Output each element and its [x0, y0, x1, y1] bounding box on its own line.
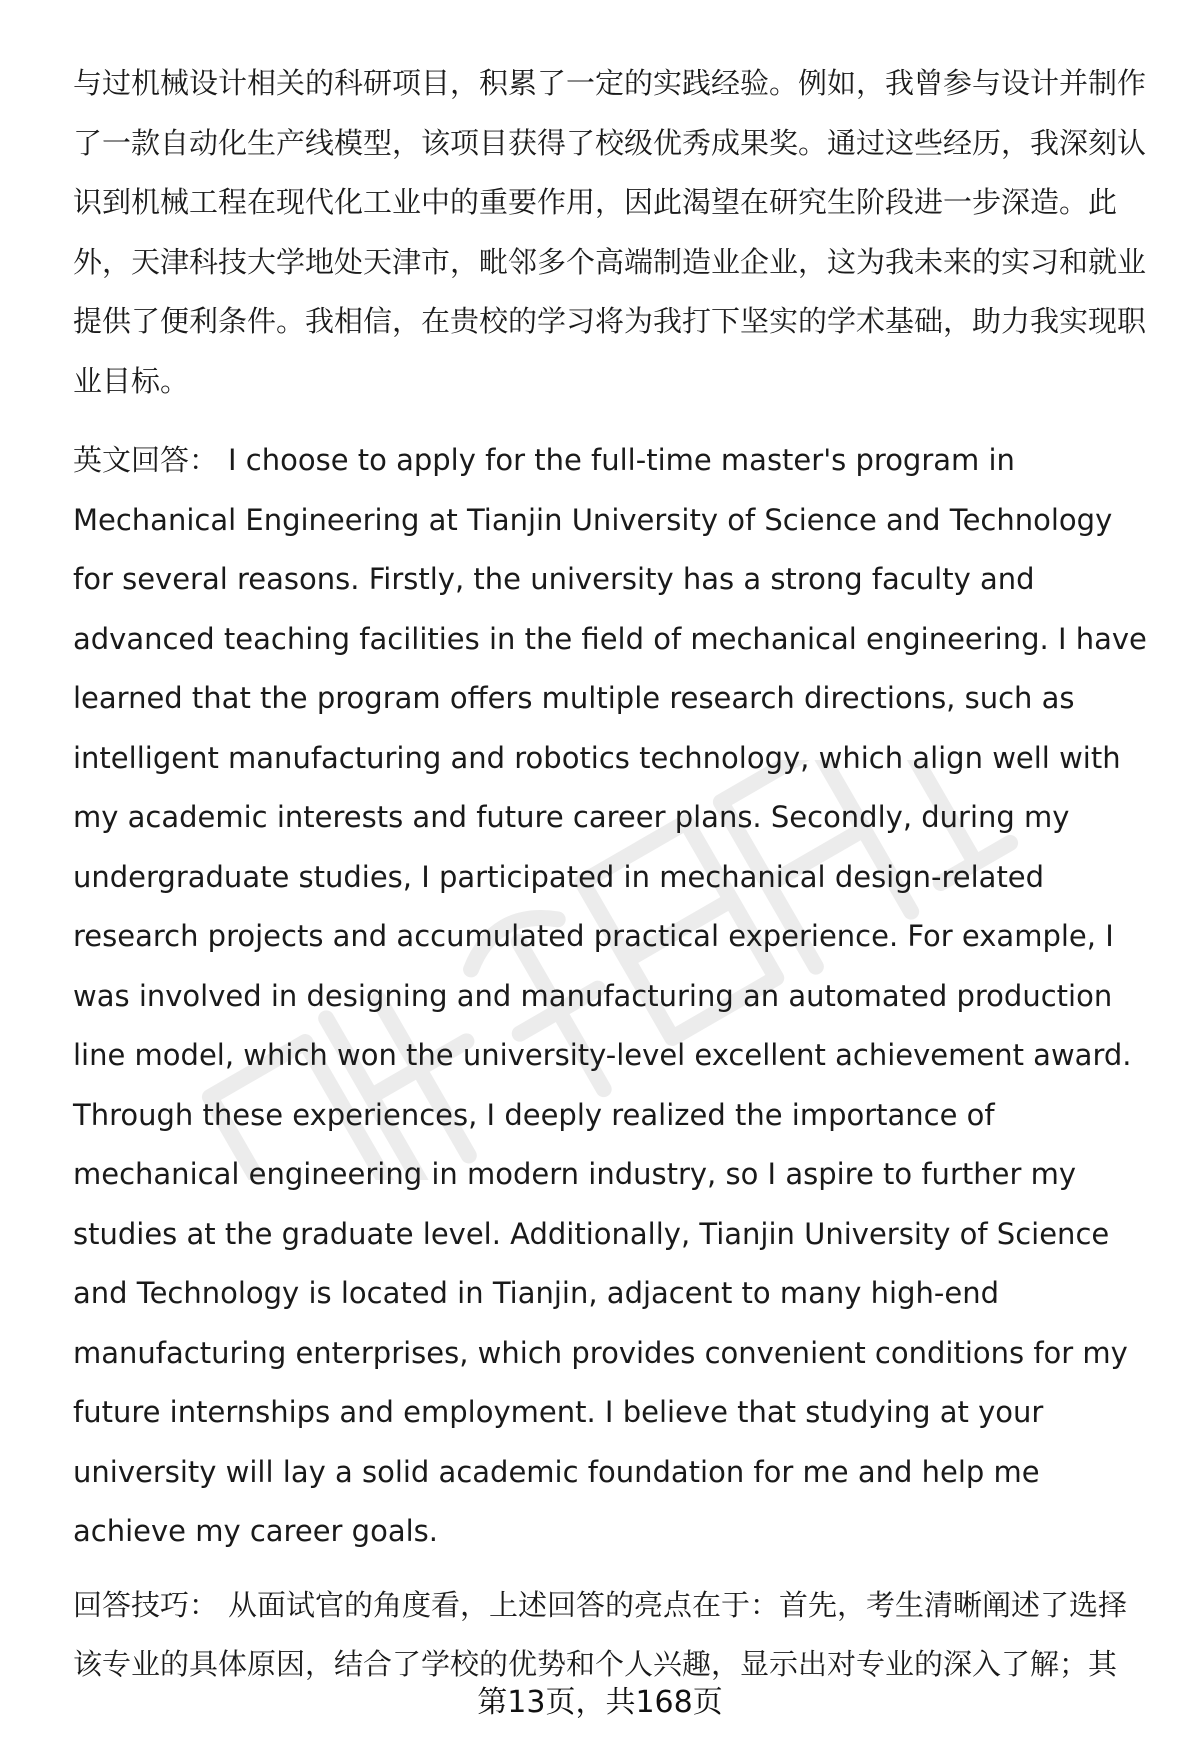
- english-answer-label: 英文回答：: [73, 443, 219, 477]
- paragraph-cn-continuation: 与过机械设计相关的科研项目，积累了一定的实践经验。例如，我曾参与设计并制作了一款自动化生产线模型，该项目获得了校级优秀成果奖。通过这些经历，我深刻认识到机械工程在现代化工业中的重要作用，因此渴望在研究生阶段进一步深造。此外，天津科技大学地处天津市，毗邻多个高端制造业企业，这为我未来的实习和就业提供了便利条件。我相信，在贵校的学习将为我打下坚实的学术基础，助力我实现职业目标。: [73, 66, 1147, 398]
- english-answer-text: I choose to apply for the full-time master's program in Mechanical Engineering at Tianjin University of Science and Technology for several reasons. Firstly, the university has a strong faculty and advanced teaching facilities in the field of mechanical engineering. I have learned that the program offers multiple research directions, such as intelligent manufacturing and robotics technology, which align well with my academic interests and future career plans. Secondly, during my undergraduate studies, I participated in mechanical design-related research projects and accumulated practical experience. For example, I was involved in designing and manufacturing an automated production line model, which won the university-level excellent achievement award. Through these experiences, I deeply realized the importance of mechanical engineering in modern industry, so I aspire to further my studies at the graduate level. Additionally, Tianjin University of Science and Technology is located in Tianjin, adjacent to many high-end manufacturing enterprises, which provides convenient conditions for my future internships and employment. I believe that studying at your university will lay a solid academic foundation for me and help me achieve my career goals.: [73, 443, 1147, 1548]
- answer-tips-text: 从面试官的角度看，上述回答的亮点在于：首先，考生清晰阐述了选择该专业的具体原因，结合了学校的优势和个人兴趣，显示出对专业的深入了解；其: [73, 1587, 1128, 1681]
- page-number-footer: 第13页，共168页: [477, 1685, 723, 1720]
- english-answer-paragraph: [73, 431, 1153, 1562]
- answer-tips-label: 回答技巧：: [73, 1587, 219, 1622]
- document-body: [73, 54, 1153, 1695]
